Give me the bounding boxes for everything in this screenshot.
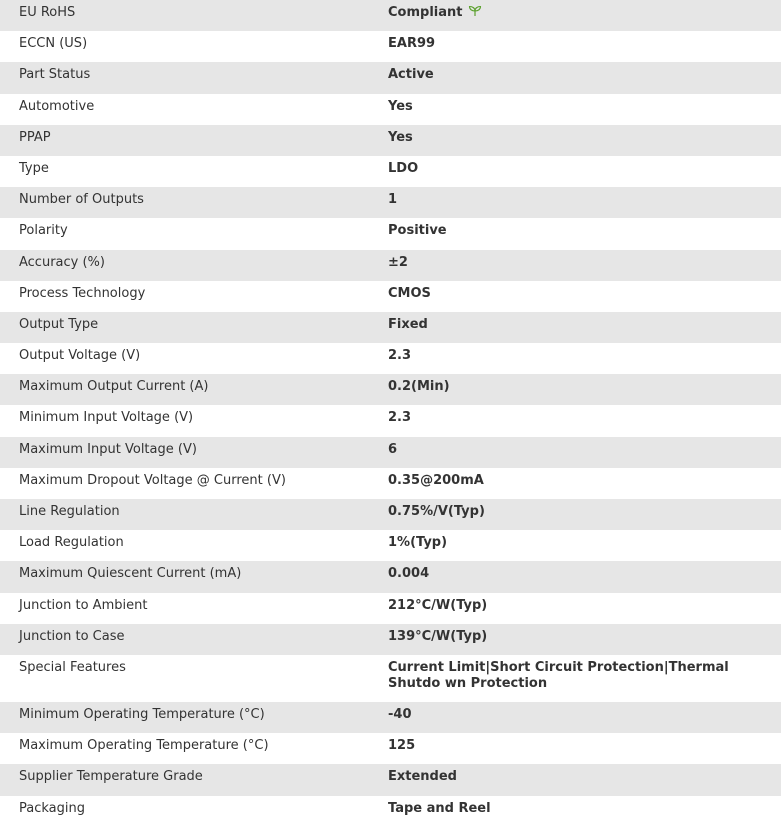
spec-value: 1	[388, 192, 398, 208]
spec-value: 139°C/W(Typ)	[388, 628, 488, 644]
spec-value: Active	[388, 67, 434, 83]
spec-value: Extended	[388, 769, 457, 785]
spec-value: 0.2(Min)	[388, 379, 450, 395]
spec-value: Current Limit|Short Circuit Protection|Thermal Shutdo wn Protection	[388, 659, 729, 691]
spec-row-supplier-temperature-grade	[0, 764, 781, 795]
spec-label: Load Regulation	[19, 535, 124, 551]
spec-label: Output Type	[19, 316, 99, 332]
spec-label: PPAP	[19, 129, 51, 145]
spec-label: Output Voltage (V)	[19, 348, 141, 364]
spec-row-min-operating-temperature	[0, 702, 781, 733]
spec-row-process-technology	[0, 281, 781, 312]
spec-label: Maximum Input Voltage (V)	[19, 441, 197, 457]
spec-label: Number of Outputs	[19, 192, 144, 208]
spec-value: 1%(Typ)	[388, 535, 448, 551]
spec-value-cell	[388, 0, 781, 31]
spec-label: Type	[19, 160, 49, 176]
spec-label: Special Features	[19, 659, 126, 675]
spec-row-load-regulation	[0, 530, 781, 561]
spec-label: Polarity	[19, 223, 68, 239]
spec-row-junction-to-case	[0, 624, 781, 655]
spec-row-ppap	[0, 125, 781, 156]
spec-label: Process Technology	[19, 285, 146, 301]
spec-value: 2.3	[388, 410, 412, 426]
spec-row-max-input-voltage	[0, 437, 781, 468]
spec-label: Part Status	[19, 67, 91, 83]
spec-row-eu-rohs	[0, 0, 781, 31]
spec-row-max-dropout-voltage	[0, 468, 781, 499]
spec-value: 0.35@200mA	[388, 472, 484, 488]
spec-row-packaging	[0, 796, 781, 827]
spec-value: CMOS	[388, 285, 431, 301]
spec-row-number-of-outputs	[0, 187, 781, 218]
spec-row-output-type	[0, 312, 781, 343]
spec-row-line-regulation	[0, 499, 781, 530]
spec-row-polarity	[0, 218, 781, 249]
spec-value: Fixed	[388, 316, 428, 332]
spec-value: Tape and Reel	[388, 800, 491, 816]
spec-row-output-voltage	[0, 343, 781, 374]
spec-label: Junction to Case	[19, 628, 125, 644]
spec-label: Maximum Output Current (A)	[19, 379, 209, 395]
spec-label: EU RoHS	[19, 5, 76, 20]
spec-value: LDO	[388, 160, 419, 176]
spec-label: Supplier Temperature Grade	[19, 769, 203, 785]
spec-row-max-operating-temperature	[0, 733, 781, 764]
spec-label: Line Regulation	[19, 504, 120, 519]
spec-value: 2.3	[388, 348, 412, 364]
spec-value: 0.004	[388, 566, 430, 582]
spec-value: Compliant	[388, 5, 463, 20]
spec-row-part-status	[0, 62, 781, 93]
spec-row-special-features	[0, 655, 781, 702]
spec-label: ECCN (US)	[19, 36, 88, 52]
spec-label: Accuracy (%)	[19, 254, 105, 270]
spec-label: Minimum Input Voltage (V)	[19, 410, 194, 426]
spec-row-max-output-current	[0, 374, 781, 405]
leaf-icon	[468, 5, 482, 17]
spec-value: Yes	[388, 98, 413, 114]
spec-value: Yes	[388, 129, 413, 145]
spec-row-min-input-voltage	[0, 405, 781, 436]
spec-value: 212°C/W(Typ)	[388, 597, 488, 613]
spec-row-junction-to-ambient	[0, 593, 781, 624]
spec-row-accuracy	[0, 250, 781, 281]
spec-label: Junction to Ambient	[19, 597, 148, 613]
spec-value: 6	[388, 441, 398, 457]
spec-label: Maximum Operating Temperature (°C)	[19, 738, 269, 754]
spec-value: 0.75%/V(Typ)	[388, 504, 485, 519]
spec-label: Packaging	[19, 800, 85, 816]
spec-label: Minimum Operating Temperature (°C)	[19, 706, 265, 722]
spec-value: -40	[388, 706, 412, 722]
spec-label: Automotive	[19, 98, 95, 114]
spec-row-automotive	[0, 94, 781, 125]
spec-value: EAR99	[388, 36, 436, 52]
spec-row-type	[0, 156, 781, 187]
spec-value: Positive	[388, 223, 447, 239]
spec-row-max-quiescent-current	[0, 561, 781, 592]
spec-label: Maximum Dropout Voltage @ Current (V)	[19, 472, 286, 488]
spec-value: ±2	[388, 254, 408, 270]
spec-value: 125	[388, 738, 416, 754]
spec-label: Maximum Quiescent Current (mA)	[19, 566, 242, 582]
spec-row-eccn	[0, 31, 781, 62]
